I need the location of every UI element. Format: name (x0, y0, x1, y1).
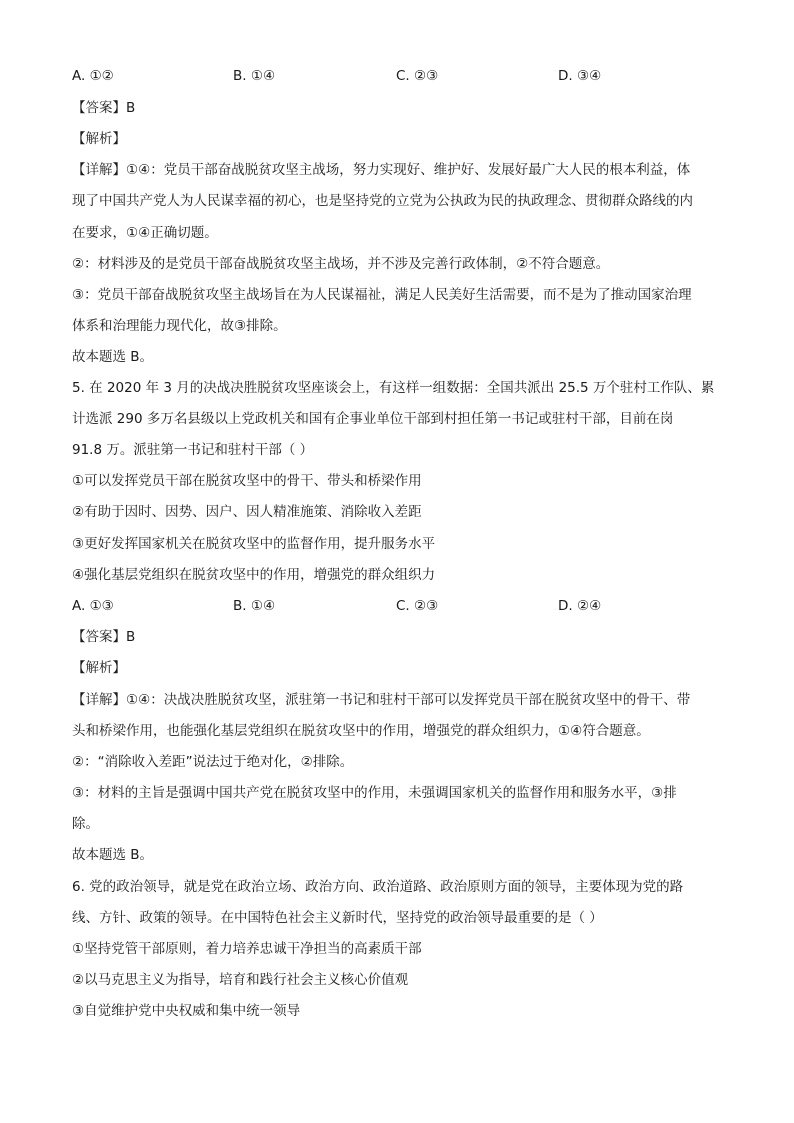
q4-conclusion: 故本题选 B。 (72, 349, 154, 365)
q5-stem-line: 91.8 万。派驻第一书记和驻村干部（ ） (72, 442, 314, 458)
q5-detail-line: ③：材料的主旨是强调中国共产党在脱贫攻坚中的作用，未强调国家机关的监督作用和服务水平，③排 (72, 785, 677, 801)
q4-option-c: C. ②③ (396, 68, 439, 84)
q4-options (72, 66, 724, 86)
q4-detail-line: ②：材料涉及的是党员干部奋战脱贫攻坚主战场，并不涉及完善行政体制，②不符合题意。 (72, 256, 610, 272)
q5-detail-line: 头和桥梁作用，也能强化基层党组织在脱贫攻坚中的作用，增强党的群众组织力，①④符合题意。 (72, 723, 650, 739)
q4-option-b: B. ①④ (233, 68, 276, 84)
q4-detail-line: 【详解】①④：党员干部奋战脱贫攻坚主战场，努力实现好、维护好、发展好最广大人民的根本利益，体 (72, 162, 691, 178)
q5-conclusion: 故本题选 B。 (72, 847, 154, 863)
q6-item: ①坚持党管干部原则，着力培养忠诚干净担当的高素质干部 (72, 941, 422, 957)
q5-option-d: D. ②④ (558, 598, 602, 614)
q5-analysis-label: 【解析】 (72, 660, 126, 676)
q5-option-c: C. ②③ (396, 598, 439, 614)
q5-item: ②有助于因时、因势、因户、因人精准施策、消除收入差距 (72, 504, 422, 520)
q5-item: ④强化基层党组织在脱贫攻坚中的作用，增强党的群众组织力 (72, 567, 436, 583)
q5-option-b: B. ①④ (233, 598, 276, 614)
q5-item: ①可以发挥党员干部在脱贫攻坚中的骨干、带头和桥梁作用 (72, 473, 422, 489)
q4-analysis-label: 【解析】 (72, 131, 126, 147)
q4-option-a: A. ①② (72, 68, 114, 84)
q6-item: ②以马克思主义为指导，培育和践行社会主义核心价值观 (72, 972, 409, 988)
q4-detail-line: 现了中国共产党人为人民谋幸福的初心，也是坚持党的立党为公执政为民的执政理念、贯彻群众路线的内 (72, 193, 693, 209)
q6-stem-line: 6. 党的政治领导，就是党在政治立场、政治方向、政治道路、政治原则方面的领导，主要体现为党的路 (72, 879, 684, 895)
q4-detail-line: 在要求，①④正确切题。 (72, 225, 218, 241)
q4-answer: 【答案】B (72, 100, 136, 116)
q5-options (72, 596, 724, 616)
q5-option-a: A. ①③ (72, 598, 114, 614)
q5-detail-line: 除。 (72, 816, 99, 832)
q5-item: ③更好发挥国家机关在脱贫攻坚中的监督作用，提升服务水平 (72, 536, 436, 552)
q5-stem-line: 计选派 290 多万名县级以上党政机关和国有企事业单位干部到村担任第一书记或驻村干部，目前在岗 (72, 411, 674, 427)
q5-answer: 【答案】B (72, 629, 136, 645)
q4-detail-line: 体系和治理能力现代化，故③排除。 (72, 318, 287, 334)
q6-stem-line: 线、方针、政策的领导。在中国特色社会主义新时代，坚持党的政治领导最重要的是（ ） (72, 910, 603, 926)
q4-option-d: D. ③④ (558, 68, 602, 84)
q5-detail-line: 【详解】①④：决战决胜脱贫攻坚，派驻第一书记和驻村干部可以发挥党员干部在脱贫攻坚中的骨干、带 (72, 692, 691, 708)
q4-detail-line: ③：党员干部奋战脱贫攻坚主战场旨在为人民谋福祉，满足人民美好生活需要，而不是为了推动国家治理 (72, 287, 692, 303)
q5-stem-line: 5. 在 2020 年 3 月的决战决胜脱贫攻坚座谈会上，有这样一组数据：全国共派出 25.5 万个驻村工作队、累 (72, 380, 715, 396)
q5-detail-line: ②：“消除收入差距”说法过于绝对化，②排除。 (72, 754, 354, 770)
q6-item: ③自觉维护党中央权威和集中统一领导 (72, 1003, 301, 1019)
